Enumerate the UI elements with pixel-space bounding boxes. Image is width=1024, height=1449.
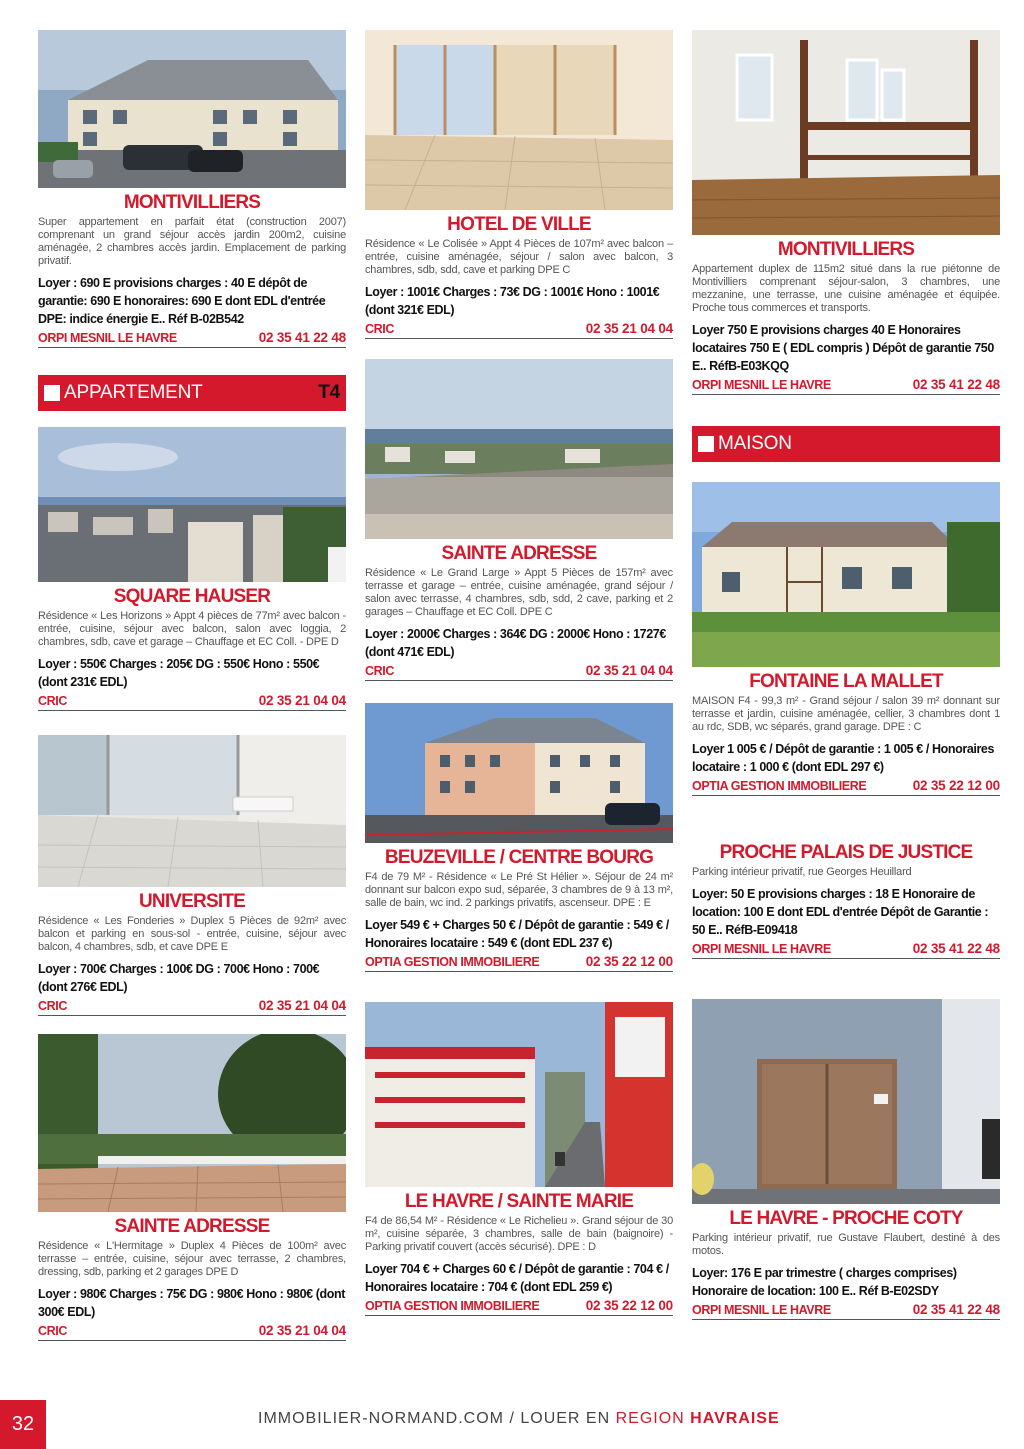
listing-city: MONTIVILLIERS xyxy=(123,192,261,213)
listing-contact xyxy=(365,1298,673,1316)
column-1 xyxy=(38,30,346,1341)
agency-phone[interactable]: 02 35 21 04 04 xyxy=(258,693,346,708)
listing[interactable] xyxy=(692,482,1000,796)
agency-phone[interactable]: 02 35 22 12 00 xyxy=(912,778,1000,793)
listing-city: SAINTE ADRESSE xyxy=(114,1216,270,1237)
section-appartement xyxy=(38,375,346,411)
agency-name: ORPI MESNIL LE HAVRE xyxy=(692,378,831,392)
agency-name: CRIC xyxy=(38,694,67,708)
agency-phone[interactable]: 02 35 21 04 04 xyxy=(585,663,673,678)
agency-phone[interactable]: 02 35 22 12 00 xyxy=(585,1298,673,1313)
listing-photo xyxy=(365,703,673,843)
footer-separator: / xyxy=(504,1410,521,1427)
listing-description: Super appartement en parfait état (construction 2007) comprenant un grand séjour accès jardin 200m2, cuisine aménagée, 2 chambres accès jardin. Emplacement de parking privatif. xyxy=(38,216,346,267)
listing-price: Loyer : 2000€ Charges : 364€ DG : 2000€ Hono : 1727€ (dont 471€ EDL) xyxy=(365,627,666,659)
listing-contact xyxy=(38,693,346,711)
listing-photo xyxy=(38,30,346,188)
footer-text xyxy=(258,1410,780,1428)
listing-price: Loyer: 176 E par trimestre ( charges comprises) Honoraire de location: 100 E.. Réf B-E02SDY xyxy=(692,1266,957,1298)
listing-description: Parking intérieur privatif, rue Gustave Flaubert, destiné à des motos. xyxy=(692,1232,1000,1257)
listing-contact xyxy=(692,1302,1000,1320)
agency-name: CRIC xyxy=(38,1324,67,1338)
agency-phone[interactable]: 02 35 21 04 04 xyxy=(258,1323,346,1338)
listing-photo xyxy=(38,427,346,582)
agency-phone[interactable]: 02 35 22 12 00 xyxy=(585,954,673,969)
footer-region: REGION xyxy=(615,1410,691,1427)
agency-name: OPTIA GESTION IMMOBILIERE xyxy=(365,1299,540,1313)
page-number: 32 xyxy=(0,1400,46,1449)
agency-name: OPTIA GESTION IMMOBILIERE xyxy=(365,955,540,969)
listing-description: Résidence « Le Colisée » Appt 4 Pièces de 107m² avec balcon – entrée, cuisine aménagée, séjour / salon avec balcon, 3 chambres, sdb, sdd, cave et parking DPE C xyxy=(365,238,673,276)
listing-city: PROCHE PALAIS DE JUSTICE xyxy=(719,842,973,863)
listing-description: F4 de 86,54 M² - Résidence « Le Richelieu ». Grand séjour de 30 m², cuisine séparée, 3 chambres, salle de bain (baignoire) - Parking privatif couvert (accès sécurisé). DPE : D xyxy=(365,1215,673,1253)
section-label: APPARTEMENT xyxy=(64,382,203,403)
listing-description: MAISON F4 - 99,3 m² - Grand séjour / salon 39 m² donnant sur terrasse et jardin, cuisine aménagée, cellier, 3 chambres dont 1 au rdc, SDB, wc séparés, grand garage. DPE : C xyxy=(692,695,1000,733)
listing-description: Appartement duplex de 115m2 situé dans la rue piétonne de Montivilliers comprenant séjour-salon, 3 chambres, une mezzanine, une terrasse, une cuisine aménagée et équipée. Proche tous commerces et transports. xyxy=(692,263,1000,314)
listing-photo xyxy=(365,30,673,210)
agency-phone[interactable]: 02 35 41 22 48 xyxy=(912,1302,1000,1317)
listing-description: Résidence « L'Hermitage » Duplex 4 Pièces de 100m² avec terrasse – entrée, cuisine, séjour avec terrasse, 2 chambres, dressing, sdb, parking et 2 garages DPE D xyxy=(38,1240,346,1278)
listing-description: F4 de 79 M² - Résidence « Le Pré St Hélier ». Séjour de 24 m² donnant sur balcon expo sud, séparée, 3 chambres de 9 à 13 m², salle de bain, wc ind. 2 parkings privatifs, ascenseur. DPE : E xyxy=(365,871,673,909)
listing-price: Loyer : 690 E provisions charges : 40 E dépôt de garantie: 690 E honoraires: 690 E dont EDL d'entrée DPE: indice énergie E.. Réf B-02B542 xyxy=(38,276,326,326)
listing-price: Loyer : 550€ Charges : 205€ DG : 550€ Hono : 550€ (dont 231€ EDL) xyxy=(38,657,320,689)
listing-price: Loyer 1 005 € / Dépôt de garantie : 1 005 € / Honoraires locataire : 1 000 € (dont EDL 297 €) xyxy=(692,742,995,774)
listing-city: LE HAVRE / SAINTE MARIE xyxy=(404,1191,634,1212)
listing[interactable] xyxy=(365,1002,673,1316)
listing-price: Loyer 549 € + Charges 50 € / Dépôt de garantie : 549 € / Honoraires locataire : 549 € (dont EDL 237 €) xyxy=(365,918,669,950)
column-3 xyxy=(692,30,1000,1320)
listing[interactable] xyxy=(692,842,1000,959)
listing-description: Résidence « Le Grand Large » Appt 5 Pièces de 157m² avec terrasse et garage – entrée, cuisine aménagée, grand séjour / salon avec terrasse, 4 chambres, sdb, sdd, 2 cave, parking et 2 garages – Chauffage et EC Coll. DPE C xyxy=(365,567,673,618)
listing[interactable] xyxy=(692,30,1000,395)
agency-name: CRIC xyxy=(38,999,67,1013)
listing-price: Loyer : 700€ Charges : 100€ DG : 700€ Hono : 700€ (dont 276€ EDL) xyxy=(38,962,320,994)
listing-contact xyxy=(38,1323,346,1341)
agency-name: CRIC xyxy=(365,322,394,336)
section-label: MAISON xyxy=(718,433,792,454)
listing[interactable] xyxy=(38,1034,346,1341)
listing-contact xyxy=(692,941,1000,959)
agency-phone[interactable]: 02 35 41 22 48 xyxy=(912,377,1000,392)
column-2 xyxy=(365,30,673,1316)
agency-name: OPTIA GESTION IMMOBILIERE xyxy=(692,779,867,793)
listing-contact xyxy=(365,954,673,972)
agency-phone[interactable]: 02 35 41 22 48 xyxy=(258,330,346,345)
footer-site[interactable]: IMMOBILIER-NORMAND.COM xyxy=(258,1410,504,1427)
listing-contact xyxy=(692,778,1000,796)
listing-photo xyxy=(365,1002,673,1187)
listing-price: Loyer: 50 E provisions charges : 18 E Honoraire de location: 100 E dont EDL d'entrée Dépôt de Garantie : 50 E.. RéfB-E09418 xyxy=(692,887,989,937)
footer-havraise: HAVRAISE xyxy=(690,1410,780,1427)
section-tag: T4 xyxy=(318,382,340,403)
listing-price: Loyer : 980€ Charges : 75€ DG : 980€ Hono : 980€ (dont 300€ EDL) xyxy=(38,1287,345,1319)
section-maison xyxy=(692,426,1000,462)
listing[interactable] xyxy=(365,30,673,339)
listing[interactable] xyxy=(38,30,346,348)
listing-photo xyxy=(365,359,673,539)
listing-city: SAINTE ADRESSE xyxy=(441,543,597,564)
footer-louer: LOUER EN xyxy=(520,1410,616,1427)
listing[interactable] xyxy=(365,703,673,972)
listing-photo xyxy=(38,1034,346,1212)
agency-name: ORPI MESNIL LE HAVRE xyxy=(692,942,831,956)
listing-contact xyxy=(692,377,1000,395)
listing[interactable] xyxy=(38,427,346,711)
agency-name: ORPI MESNIL LE HAVRE xyxy=(38,331,177,345)
listing-city: UNIVERSITE xyxy=(138,891,246,912)
listing-contact xyxy=(38,998,346,1016)
square-icon xyxy=(44,385,60,401)
agency-phone[interactable]: 02 35 21 04 04 xyxy=(258,998,346,1013)
listing-city: FONTAINE LA MALLET xyxy=(749,671,943,692)
square-icon xyxy=(698,436,714,452)
listing-city: SQUARE HAUSER xyxy=(113,586,271,607)
listing-description: Parking intérieur privatif, rue Georges Heuillard xyxy=(692,866,912,878)
agency-phone[interactable]: 02 35 21 04 04 xyxy=(585,321,673,336)
listing-city: MONTIVILLIERS xyxy=(777,239,915,260)
agency-name: ORPI MESNIL LE HAVRE xyxy=(692,1303,831,1317)
listing-contact xyxy=(365,663,673,681)
listing-city: BEUZEVILLE / CENTRE BOURG xyxy=(384,847,654,868)
listing-description: Résidence « Les Fonderies » Duplex 5 Pièces de 92m² avec balcon et parking en sous-sol - entrée, cuisine, séjour avec balcon, 4 chambres, sdb, et cave DPE E xyxy=(38,915,346,953)
listing-photo xyxy=(692,30,1000,235)
listing-price: Loyer : 1001€ Charges : 73€ DG : 1001€ Hono : 1001€ (dont 321€ EDL) xyxy=(365,285,660,317)
listing-city: HOTEL DE VILLE xyxy=(447,214,591,235)
listing-price: Loyer 704 € + Charges 60 € / Dépôt de garantie : 704 € / Honoraires locataire : 704 € (dont EDL 259 €) xyxy=(365,1262,669,1294)
listing[interactable] xyxy=(692,999,1000,1320)
listing[interactable] xyxy=(38,735,346,1016)
listing[interactable] xyxy=(365,359,673,681)
listing-contact xyxy=(38,330,346,348)
listing-photo xyxy=(38,735,346,887)
listing-price: Loyer 750 E provisions charges 40 E Honoraires locataires 750 E ( EDL compris ) Dépôt de garantie 750 E.. RéfB-E03KQQ xyxy=(692,323,994,373)
listing-photo xyxy=(692,482,1000,667)
agency-phone[interactable]: 02 35 41 22 48 xyxy=(912,941,1000,956)
listing-city: LE HAVRE - PROCHE COTY xyxy=(729,1208,963,1229)
listing-photo xyxy=(692,999,1000,1204)
agency-name: CRIC xyxy=(365,664,394,678)
page-footer xyxy=(0,1400,1024,1449)
listing-contact xyxy=(365,321,673,339)
listing-description: Résidence « Les Horizons » Appt 4 pièces de 77m² avec balcon - entrée, cuisine, séjour avec balcon, salon avec loggia, 2 chambres, sdb, cave et garage – Chauffage et EC Coll. - DPE D xyxy=(38,610,346,648)
